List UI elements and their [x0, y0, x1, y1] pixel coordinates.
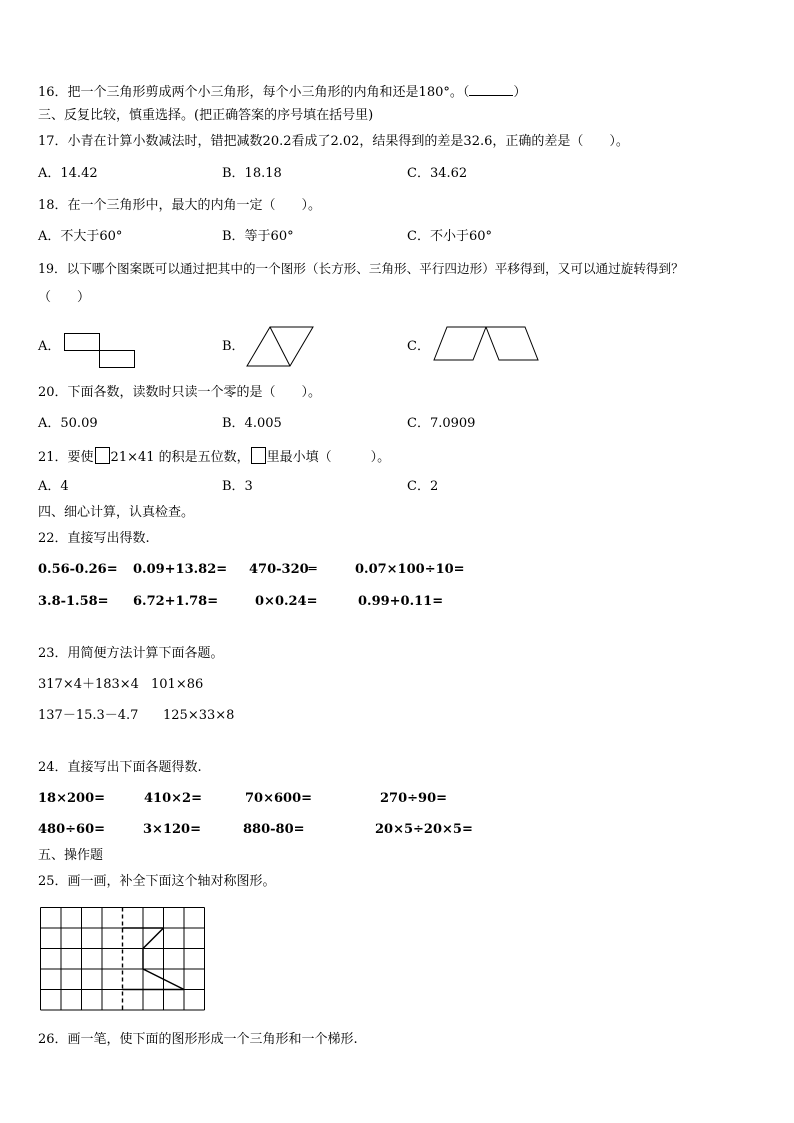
- question-16-close: ）: [513, 85, 527, 100]
- figure-edge: [143, 928, 164, 949]
- q19-option-c[interactable]: C．: [407, 339, 430, 354]
- section-3-heading: 三、反复比较，慎重选择。(把正确答案的序号填在括号里): [38, 108, 374, 123]
- question-20-text: 20．下面各数，读数时只读一个零的是（ ）。: [38, 385, 322, 400]
- q24-item: 18×200=: [38, 791, 106, 806]
- question-19-paren: （ ）: [38, 290, 91, 305]
- q23-item: 101×86: [151, 677, 204, 692]
- question-26-text: 26．画一笔，使下面的图形形成一个三角形和一个梯形.: [38, 1032, 358, 1047]
- q17-option-a[interactable]: A．14.42: [38, 166, 98, 181]
- q22-item: 0.99+0.11=: [358, 594, 444, 609]
- q20-option-a[interactable]: A．50.09: [38, 416, 98, 431]
- question-21-post: 里最小填（ ）。: [266, 450, 391, 465]
- question-16-text: 16．把一个三角形剪成两个小三角形，每个小三角形的内角和还是180°。（: [38, 85, 470, 100]
- question-25-text: 25．画一画，补全下面这个轴对称图形。: [38, 874, 276, 889]
- q24-item: 270÷90=: [380, 791, 448, 806]
- q22-item: 0×0.24=: [255, 594, 318, 609]
- q22-item: 0.07×100÷10=: [355, 562, 465, 577]
- section-5-heading: 五、操作题: [38, 848, 104, 863]
- question-19-text: 19．以下哪个图案既可以通过把其中的一个图形（长方形、三角形、平行四边形）平移得到，又可以通过旋转得到？: [38, 261, 684, 276]
- question-17-text: 17．小青在计算小数减法时，错把减数20.2看成了2.02，结果得到的差是32.6，正确的差是（ ）。: [38, 134, 629, 149]
- question-21-mid: 21×41 的积是五位数，: [110, 450, 250, 465]
- q24-item: 410×2=: [144, 791, 202, 806]
- two-rectangles-figure: [64, 331, 136, 369]
- section-4-heading: 四、细心计算，认真检查。: [38, 505, 195, 520]
- q22-item: 3.8-1.58=: [38, 594, 109, 609]
- answer-blank[interactable]: [469, 83, 513, 96]
- q23-item: 125×33×8: [163, 708, 235, 723]
- q24-item: 3×120=: [143, 822, 201, 837]
- question-22-text: 22．直接写出得数.: [38, 531, 150, 546]
- q23-item: 137－15.3－4.7: [38, 708, 139, 723]
- q23-item: 317×4＋183×4: [38, 677, 139, 692]
- question-21: [38, 447, 390, 466]
- q22-item: 6.72+1.78=: [133, 594, 219, 609]
- q22-item: 0.09+13.82=: [133, 562, 228, 577]
- question-18-text: 18．在一个三角形中，最大的内角一定（ ）。: [38, 198, 322, 213]
- q24-item: 880-80=: [243, 822, 305, 837]
- q22-item: 470-320═: [249, 562, 317, 577]
- q19-option-a[interactable]: A．: [38, 339, 61, 354]
- question-23-text: 23．用简便方法计算下面各题。: [38, 646, 224, 661]
- q17-option-c[interactable]: C．34.62: [407, 166, 468, 181]
- q24-item: 480÷60=: [38, 822, 106, 837]
- question-21-pre: 21．要使: [38, 450, 94, 465]
- q18-option-b[interactable]: B．等于60°: [222, 229, 294, 244]
- q24-item: 70×600=: [245, 791, 313, 806]
- q18-option-c[interactable]: C．不小于60°: [407, 229, 492, 244]
- q20-option-c[interactable]: C．7.0909: [407, 416, 476, 431]
- two-triangles-parallelogram-figure: [246, 326, 316, 368]
- q21-option-a[interactable]: A．4: [38, 479, 69, 494]
- q21-option-c[interactable]: C．2: [407, 479, 439, 494]
- digit-box[interactable]: [251, 447, 266, 464]
- q18-option-a[interactable]: A．不大于60°: [38, 229, 123, 244]
- question-24-text: 24．直接写出下面各题得数.: [38, 760, 202, 775]
- q24-item: 20×5÷20×5=: [375, 822, 473, 837]
- q21-option-b[interactable]: B．3: [222, 479, 253, 494]
- digit-box[interactable]: [95, 447, 110, 464]
- q22-item: 0.56-0.26=: [38, 562, 118, 577]
- q20-option-b[interactable]: B．4.005: [222, 416, 282, 431]
- symmetry-grid[interactable]: [40, 907, 207, 1011]
- question-16: [38, 83, 526, 101]
- two-parallelograms-figure: [433, 326, 541, 362]
- q17-option-b[interactable]: B．18.18: [222, 166, 282, 181]
- q19-option-b[interactable]: B．: [222, 339, 245, 354]
